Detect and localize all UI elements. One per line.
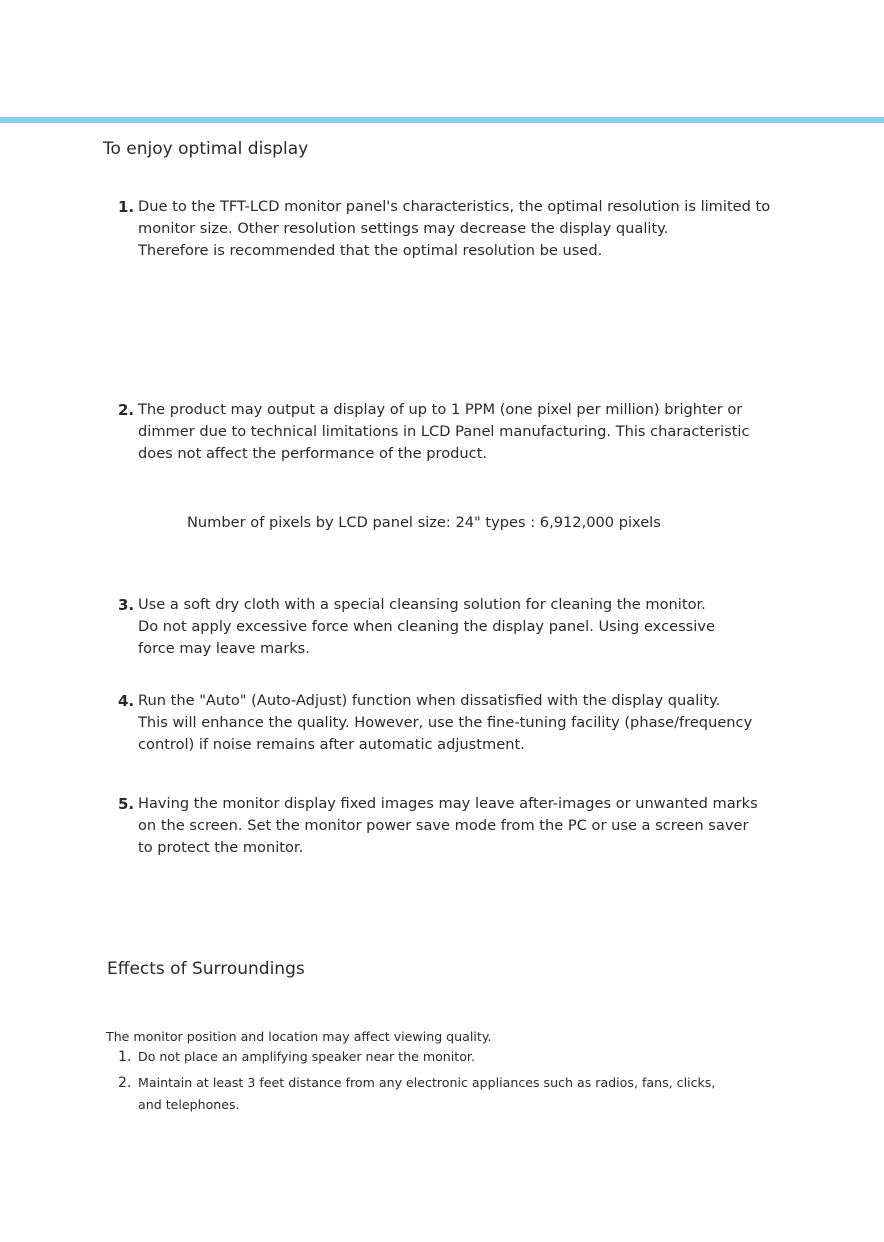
text-line: monitor size. Other resolution settings may decrease the display quality.: [138, 220, 669, 237]
pixel-count-note: Number of pixels by LCD panel size: 24" types : 6,912,000 pixels: [187, 514, 661, 531]
section-title-effects-of-surroundings: Effects of Surroundings: [107, 959, 305, 979]
header-divider: [0, 117, 884, 123]
list-item-text: [138, 1072, 715, 1116]
list-item-text: [138, 793, 808, 859]
list-item-number: 4.: [118, 692, 135, 710]
list-item: [118, 594, 808, 660]
list-item: [118, 690, 808, 756]
text-line: and telephones.: [138, 1097, 240, 1112]
list-item-text: [138, 594, 808, 660]
text-line: Due to the TFT-LCD monitor panel's characteristics, the optimal resolution is limited to: [138, 198, 771, 215]
list-item-number: 2.: [118, 401, 135, 419]
list-item: [118, 1072, 715, 1116]
text-line: Maintain at least 3 feet distance from any electronic appliances such as radios, fans, clicks,: [138, 1075, 716, 1090]
text-line: Do not apply excessive force when cleaning the display panel. Using excessive: [138, 618, 715, 635]
section-title-optimal-display: To enjoy optimal display: [103, 139, 309, 159]
list-item-text: [138, 690, 808, 756]
list-item-text: [138, 399, 808, 465]
text-line: Having the monitor display fixed images may leave after-images or unwanted marks: [138, 795, 758, 812]
text-line: does not affect the performance of the product.: [138, 445, 488, 462]
text-line: dimmer due to technical limitations in LCD Panel manufacturing. This characteristic: [138, 423, 750, 440]
text-line: Run the "Auto" (Auto-Adjust) function when dissatisfied with the display quality.: [138, 692, 721, 709]
list-item-text: [138, 196, 808, 262]
list-item: [118, 196, 808, 262]
list-item: [118, 399, 808, 465]
text-line: The product may output a display of up to 1 PPM (one pixel per million) brighter or: [138, 401, 743, 418]
list-item-number: 5.: [118, 795, 135, 813]
text-line: on the screen. Set the monitor power save mode from the PC or use a screen saver: [138, 817, 749, 834]
text-line: to protect the monitor.: [138, 839, 304, 856]
text-line: Use a soft dry cloth with a special cleansing solution for cleaning the monitor.: [138, 596, 706, 613]
list-item-number: 1.: [118, 1049, 132, 1065]
text-line: This will enhance the quality. However, use the fine-tuning facility (phase/frequency: [138, 714, 753, 731]
text-line: control) if noise remains after automatic adjustment.: [138, 736, 525, 753]
text-line: Therefore is recommended that the optimal resolution be used.: [138, 242, 603, 259]
list-item-number: 2.: [118, 1075, 132, 1091]
list-item-text: [138, 1046, 475, 1068]
list-item-number: 1.: [118, 198, 135, 216]
list-item: [118, 1046, 475, 1068]
list-item-number: 3.: [118, 596, 135, 614]
text-line: Do not place an amplifying speaker near the monitor.: [138, 1049, 475, 1064]
list-item: [118, 793, 808, 859]
text-line: force may leave marks.: [138, 640, 310, 657]
surroundings-intro: The monitor position and location may affect viewing quality.: [106, 1029, 492, 1044]
